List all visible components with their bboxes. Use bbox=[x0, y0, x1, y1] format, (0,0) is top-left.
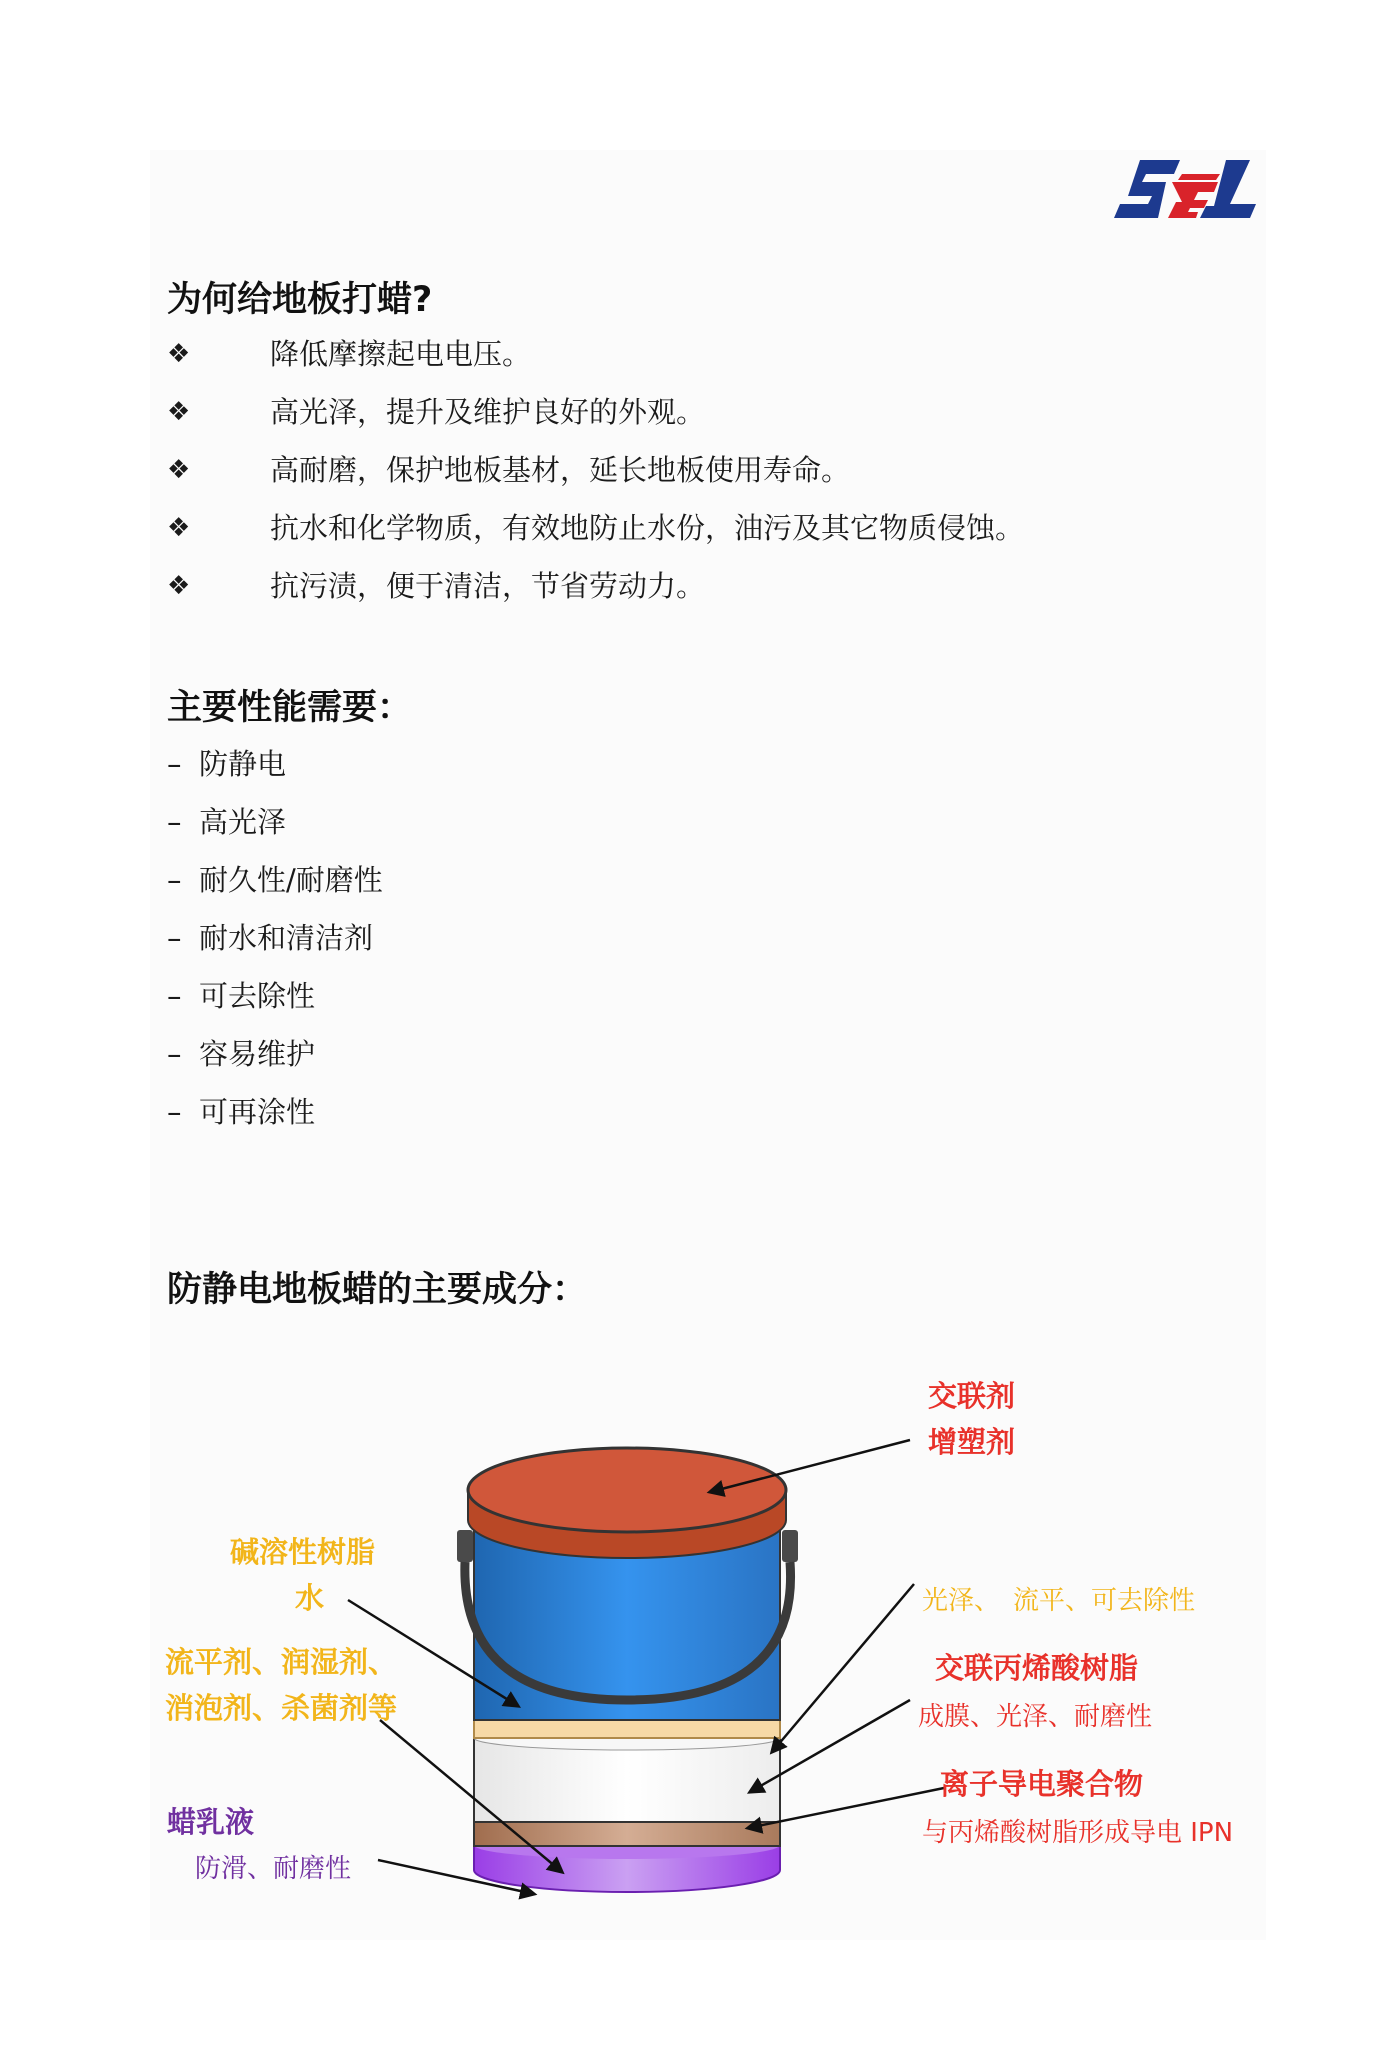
wax-emulsion-label: 蜡乳液 bbox=[167, 1805, 255, 1839]
bullet-text: 高光泽，提升及维护良好的外观。 bbox=[270, 395, 706, 429]
gloss-props-label: 光泽、 流平、可去除性 bbox=[922, 1586, 1196, 1616]
diamond-bullet-icon: ❖ bbox=[167, 571, 191, 601]
dash-icon: – bbox=[167, 979, 182, 1013]
dash-icon: – bbox=[167, 863, 182, 897]
requirement-text: 可去除性 bbox=[199, 979, 316, 1013]
requirement-text: 容易维护 bbox=[199, 1037, 316, 1071]
ionic-polymer-label: 离子导电聚合物 bbox=[940, 1767, 1144, 1801]
crosslinker-label: 交联剂 bbox=[928, 1379, 1016, 1413]
bullet-text: 抗水和化学物质，有效地防止水份，油污及其它物质侵蚀。 bbox=[270, 511, 1025, 545]
gloss-layer bbox=[474, 1720, 780, 1738]
wax-props-label: 防滑、耐磨性 bbox=[195, 1854, 352, 1884]
bullet-text: 高耐磨，保护地板基材，延长地板使用寿命。 bbox=[270, 453, 851, 487]
section1-heading: 为何给地板打蜡? bbox=[167, 280, 433, 320]
ionic-props-label: 与丙烯酸树脂形成导电 IPN bbox=[922, 1818, 1234, 1848]
acrylic-ionic-layer bbox=[474, 1726, 780, 1822]
arrow-gloss bbox=[772, 1584, 914, 1752]
acrylic-props-label: 成膜、光泽、耐磨性 bbox=[918, 1702, 1153, 1732]
requirement-text: 防静电 bbox=[199, 747, 287, 781]
bullet-text: 抗污渍，便于清洁，节省劳动力。 bbox=[270, 569, 706, 603]
additives-layer bbox=[474, 1820, 780, 1846]
additives-label-line2: 消泡剂、杀菌剂等 bbox=[165, 1691, 398, 1725]
requirement-text: 高光泽 bbox=[199, 805, 287, 839]
can-lid bbox=[468, 1448, 786, 1558]
diamond-bullet-icon: ❖ bbox=[167, 339, 191, 369]
alkali-resin-label: 碱溶性树脂 bbox=[230, 1535, 376, 1569]
diamond-bullet-icon: ❖ bbox=[167, 513, 191, 543]
additives-label-line1: 流平剂、润湿剂、 bbox=[165, 1645, 398, 1679]
diamond-bullet-icon: ❖ bbox=[167, 455, 191, 485]
bullet-text: 降低摩擦起电电压。 bbox=[270, 337, 532, 371]
acrylic-resin-label: 交联丙烯酸树脂 bbox=[935, 1651, 1139, 1685]
plasticizer-label: 增塑剂 bbox=[928, 1425, 1016, 1459]
diamond-bullet-icon: ❖ bbox=[167, 397, 191, 427]
requirement-text: 耐久性/耐磨性 bbox=[199, 863, 383, 897]
dash-icon: – bbox=[167, 747, 182, 781]
section3-heading: 防静电地板蜡的主要成分： bbox=[167, 1270, 588, 1310]
section2-heading: 主要性能需要： bbox=[167, 688, 413, 728]
water-label: 水 bbox=[295, 1581, 325, 1615]
requirement-text: 可再涂性 bbox=[199, 1095, 316, 1129]
dash-icon: – bbox=[167, 1037, 182, 1071]
requirement-text: 耐水和清洁剂 bbox=[199, 921, 374, 955]
dash-icon: – bbox=[167, 1095, 182, 1129]
dash-icon: – bbox=[167, 805, 182, 839]
dash-icon: – bbox=[167, 921, 182, 955]
